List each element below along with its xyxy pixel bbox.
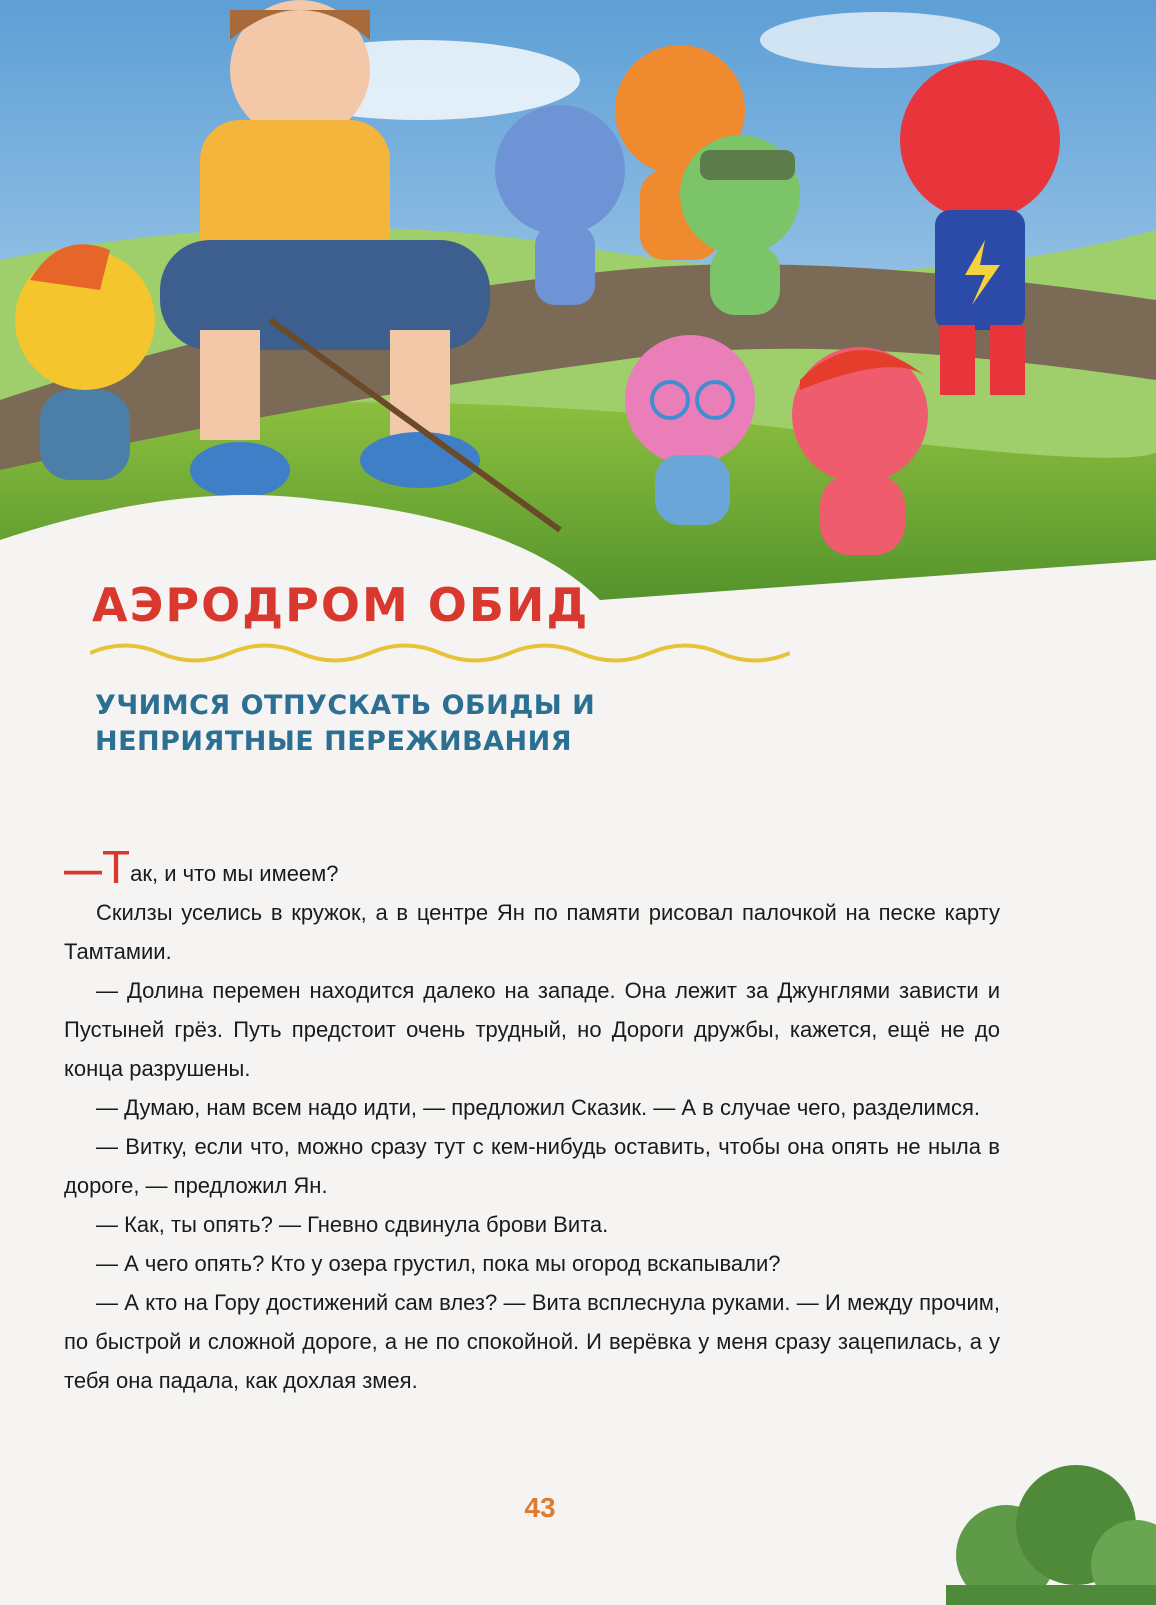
story-paragraph: — Витку, если что, можно сразу тут с кем-нибудь оставить, чтобы она опять не ныла в дороге, — предложил Ян. — [64, 1134, 1000, 1198]
cloud — [760, 12, 1000, 68]
illustration-scene — [0, 0, 1156, 620]
chapter-illustration — [0, 0, 1156, 620]
story-paragraph: — Долина перемен находится далеко на западе. Она лежит за Джунглями зависти и Пустыней грёз. Путь предстоит очень трудный, но Дороги дружбы, кажется, ещё не до конца разрушены. — [64, 978, 1000, 1081]
story-paragraph: — Как, ты опять? — Гневно сдвинула брови Вита. — [96, 1212, 609, 1237]
bush-illustration — [946, 1455, 1156, 1605]
story-paragraph: — А чего опять? Кто у озера грустил, пока мы огород вскапывали? — [96, 1251, 781, 1276]
page-number: 43 — [524, 1492, 556, 1523]
dropcap-dash: — — [64, 850, 102, 892]
story-paragraph: — Думаю, нам всем надо идти, — предложил Сказик. — А в случае чего, разделимся. — [96, 1095, 980, 1120]
opening-line-text: ак, и что мы имеем? — [130, 861, 339, 886]
decorative-wave — [90, 638, 790, 668]
dropcap-letter: Т — [102, 841, 131, 893]
story-paragraph: Скилзы уселись в кружок, а в центре Ян по памяти рисовал палочкой на песке карту Тамтамии. — [64, 900, 1000, 964]
story-text — [64, 841, 1000, 1400]
story-paragraph: — А кто на Гору достижений сам влез? — Вита всплеснула руками. — И между прочим, по быстрой и сложной дороге, а не по спокойной. И верёвка у меня сразу зацепилась, а у тебя она падала, как дохлая змея. — [64, 1290, 1000, 1393]
chapter-title: АЭРОДРОМ ОБИД — [92, 578, 590, 632]
chapter-subtitle: УЧИМСЯ ОТПУСКАТЬ ОБИДЫ И НЕПРИЯТНЫЕ ПЕРЕЖИВАНИЯ — [95, 690, 596, 757]
story-opening-line — [64, 841, 1000, 893]
